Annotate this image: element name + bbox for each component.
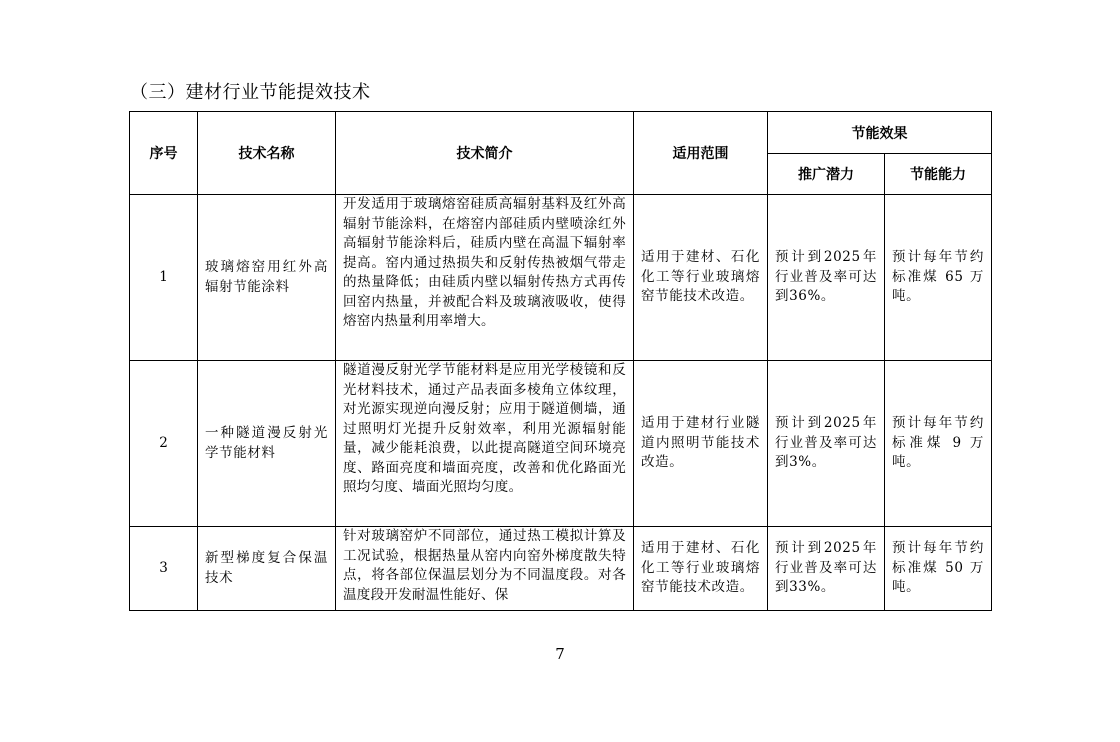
row-potential: 预计到2025年行业普及率可达到33%。: [768, 527, 885, 611]
row-description-text: 针对玻璃窑炉不同部位，通过热工模拟计算及工况试验，根据热量从窑内向窑外梯度散失特点，将各部位保温层划分为不同温度段。对各温度段开发耐温性能好、保: [343, 528, 626, 603]
header-potential: 推广潜力: [768, 154, 885, 195]
table-row: [130, 361, 992, 527]
row-index: 1: [130, 195, 198, 361]
header-effect: 节能效果: [768, 112, 992, 154]
row-index: 3: [130, 527, 198, 611]
row-tech-name: 一种隧道漫反射光学节能材料: [198, 361, 336, 527]
header-scope: 适用范围: [634, 112, 768, 195]
header-description: 技术简介: [336, 112, 634, 195]
row-scope: 适用于建材行业隧道内照明节能技术改造。: [634, 361, 768, 527]
row-scope: 适用于建材、石化化工等行业玻璃熔窑节能技术改造。: [634, 527, 768, 611]
row-capacity: 预计每年节约标准煤 9 万吨。: [885, 361, 992, 527]
table-row: [130, 195, 992, 361]
section-title: （三）建材行业节能提效技术: [130, 82, 371, 103]
row-capacity: 预计每年节约标准煤 65 万吨。: [885, 195, 992, 361]
row-description: [336, 361, 634, 527]
row-tech-name: 玻璃熔窑用红外高辐射节能涂料: [198, 195, 336, 361]
row-index: 2: [130, 361, 198, 527]
row-description: [336, 527, 634, 611]
row-scope: 适用于建材、石化化工等行业玻璃熔窑节能技术改造。: [634, 195, 768, 361]
header-index: 序号: [130, 112, 198, 195]
row-description-text: 开发适用于玻璃熔窑硅质高辐射基料及红外高辐射节能涂料，在熔窑内部硅质内壁喷涂红外高辐射节能涂料后，硅质内壁在高温下辐射率提高。窑内通过热损失和反射传热被烟气带走的热量降低；由硅质内壁以辐射传热方式再传回窑内热量，并被配合料及玻璃液吸收，使得熔窑内热量利用率增大。: [343, 196, 626, 329]
header-name: 技术名称: [198, 112, 336, 195]
row-capacity: 预计每年节约标准煤 50 万吨。: [885, 527, 992, 611]
technology-table: [129, 111, 992, 611]
row-description-text: 隧道漫反射光学节能材料是应用光学棱镜和反光材料技术，通过产品表面多棱角立体纹理，对光源实现逆向漫反射；应用于隧道侧墙，通过照明灯光提升反射效率，利用光源辐射能量，减少能耗浪费，以此提高隧道空间环境亮度、路面亮度和墙面亮度，改善和优化路面光照均匀度、墙面光照均匀度。: [343, 362, 626, 495]
header-capacity: 节能能力: [885, 154, 992, 195]
header-row-1: [130, 112, 992, 154]
page-number: 7: [555, 645, 565, 663]
row-potential: 预计到2025年行业普及率可达到3%。: [768, 361, 885, 527]
row-description: [336, 195, 634, 361]
row-tech-name: 新型梯度复合保温技术: [198, 527, 336, 611]
table-row: [130, 527, 992, 611]
row-potential: 预计到2025年行业普及率可达到36%。: [768, 195, 885, 361]
